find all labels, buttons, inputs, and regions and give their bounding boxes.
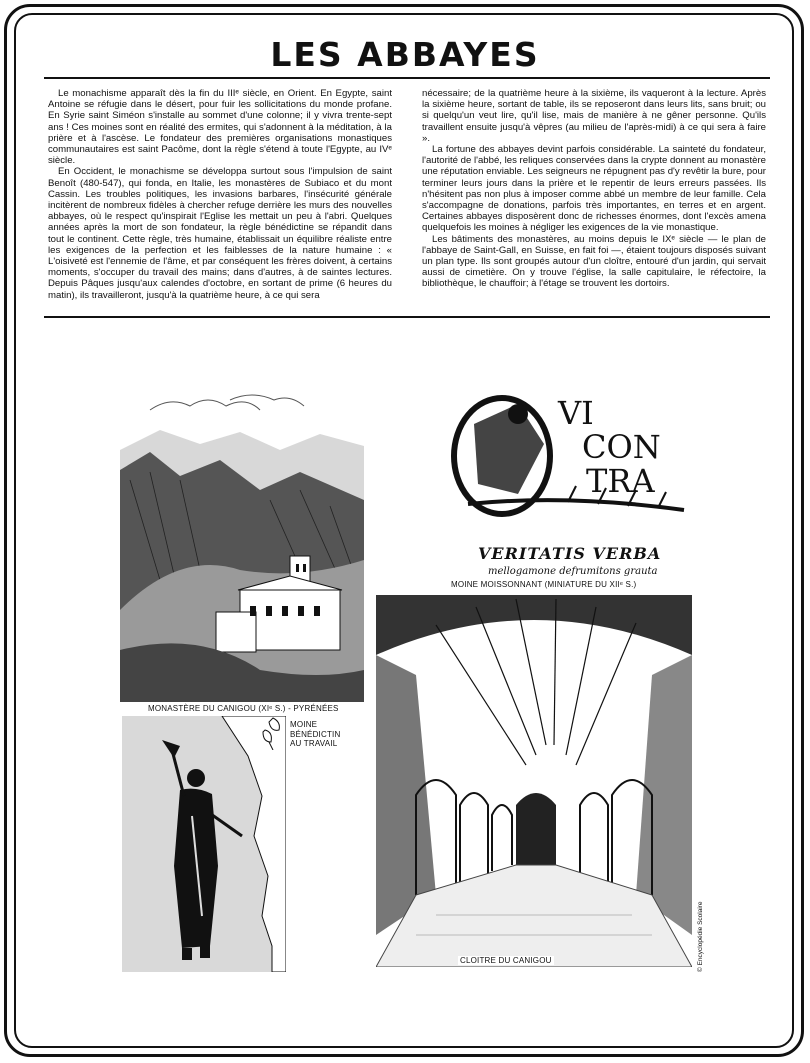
miniature-words: VERITATIS VERBA	[478, 544, 662, 563]
monk-caption: MOINE BÉNÉDICTIN AU TRAVAIL	[290, 720, 341, 748]
paragraph: Le monachisme apparaît dès la fin du IIIᵉ siècle, en Orient. En Egypte, saint Antoine se réfugie dans le désert, pour fuir les sollicitations du monde profane. En Syrie saint Siméon s'installe au sommet d'une colonne; il y vivra trente-sept ans ! Ces moines sont en réalité des ermites, qui s'adonnent à la méditation, à la prière et à l'ascèse. Le fondateur des premières organisations monastiques communautaires est saint Pacôme, dont la règle s'étend à toute l'Egypte, au IVᵉ siècle.	[48, 88, 392, 167]
miniature-script: mellogamone defrumitons grauta	[488, 566, 658, 577]
cloister-caption: CLOITRE DU CANIGOU	[460, 956, 552, 965]
paragraph: En Occident, le monachisme se développa surtout sous l'impulsion de saint Benoît (480-547), qui fonda, en Italie, les monastères de Subiaco et du mont Cassin. Les troubles politiques, les invasions barbares, l'insécurité générale incitèrent de nombreux fidèles à chercher refuge derrière les murs des nouvelles abbayes, où le respect qu'inspirait l'Eglise les mettait un peu à l'abri. Quelques années après la mort de son fondateur, la règle bénédictine se répandit dans tout le continent. Cette règle, très humaine, établissait un équilibre réaliste entre les exigences de la perfection et les faiblesses de la nature humaine : « L'oisiveté est l'ennemie de l'âme, et par conséquent les frères doivent, à certains moments, s'occuper du travail des mains; dans d'autres, à de saintes lectures. Depuis Pâques jusqu'aux calendes d'octobre, en sortant de prime (6 heures du matin), ils travailleront, jusqu'à la quatrième heure, à ce qui sera	[48, 166, 392, 301]
miniature-caption: MOINE MOISSONNANT (MINIATURE DU XIIᵉ S.)	[451, 580, 637, 589]
page-title: LES ABBAYES	[270, 35, 540, 74]
copyright-credit: © Encyclopédie Scolaire	[697, 901, 704, 972]
miniature-letters: VI CON TRA	[558, 394, 661, 500]
paragraph: Les bâtiments des monastères, au moins depuis le IXᵉ siècle — le plan de l'abbaye de Saint-Gall, en Suisse, en fait foi —, étaient toujours disposés suivant un plan type. Ils sont groupés autour d'un cloître, entouré d'un jardin, qui servait aussi de cimetière. On y trouve l'église, la salle capitulaire, le réfectoire, la bibliothèque, le chauffoir; à l'étage se trouvent les dortoirs.	[422, 233, 766, 290]
paragraph: La fortune des abbayes devint parfois considérable. La sainteté du fondateur, l'autorité de l'abbé, les reliques conservées dans la crypte donnent au monastère une réputation enviable. Les seigneurs ne répugnent pas d'y revêtir la bure, pour terminer leurs jours dans la prière et le repentir de leurs erreurs passées. Ils n'hésitent pas non plus à imposer comme abbé un membre de leur famille. Cela s'accompagne de donations, parfois très importantes, en terres et en argent. Certaines abbayes disposèrent donc de richesses énormes, dont l'excès amena quelquefois les moines à négliger les exigences de la vie monastique.	[422, 144, 766, 234]
title-rule	[44, 77, 770, 79]
cloister-illustration	[376, 595, 692, 967]
canigou-caption: MONASTÈRE DU CANIGOU (XIᵉ S.) - PYRÉNÉES	[148, 704, 339, 713]
article-column-right	[422, 88, 766, 290]
reaping-monk-miniature	[448, 384, 692, 584]
paragraph: nécessaire; de la quatrième heure à la sixième, ils vaqueront à la lecture. Après la sixième heure, sortant de table, ils se reposeront dans leurs lits, sans bruit; ou si quelqu'un veut lire, qu'il lise, mais de manière à ne gêner personne. Qu'ils travaillent ensuite jusqu'à vêpres (au milieu de l'après-midi) à ce qui sera à faire ».	[422, 88, 766, 144]
canigou-monastery-illustration	[120, 380, 364, 702]
article-rule	[44, 316, 770, 318]
leaves-icon	[259, 716, 287, 755]
article-column-left	[48, 88, 392, 301]
